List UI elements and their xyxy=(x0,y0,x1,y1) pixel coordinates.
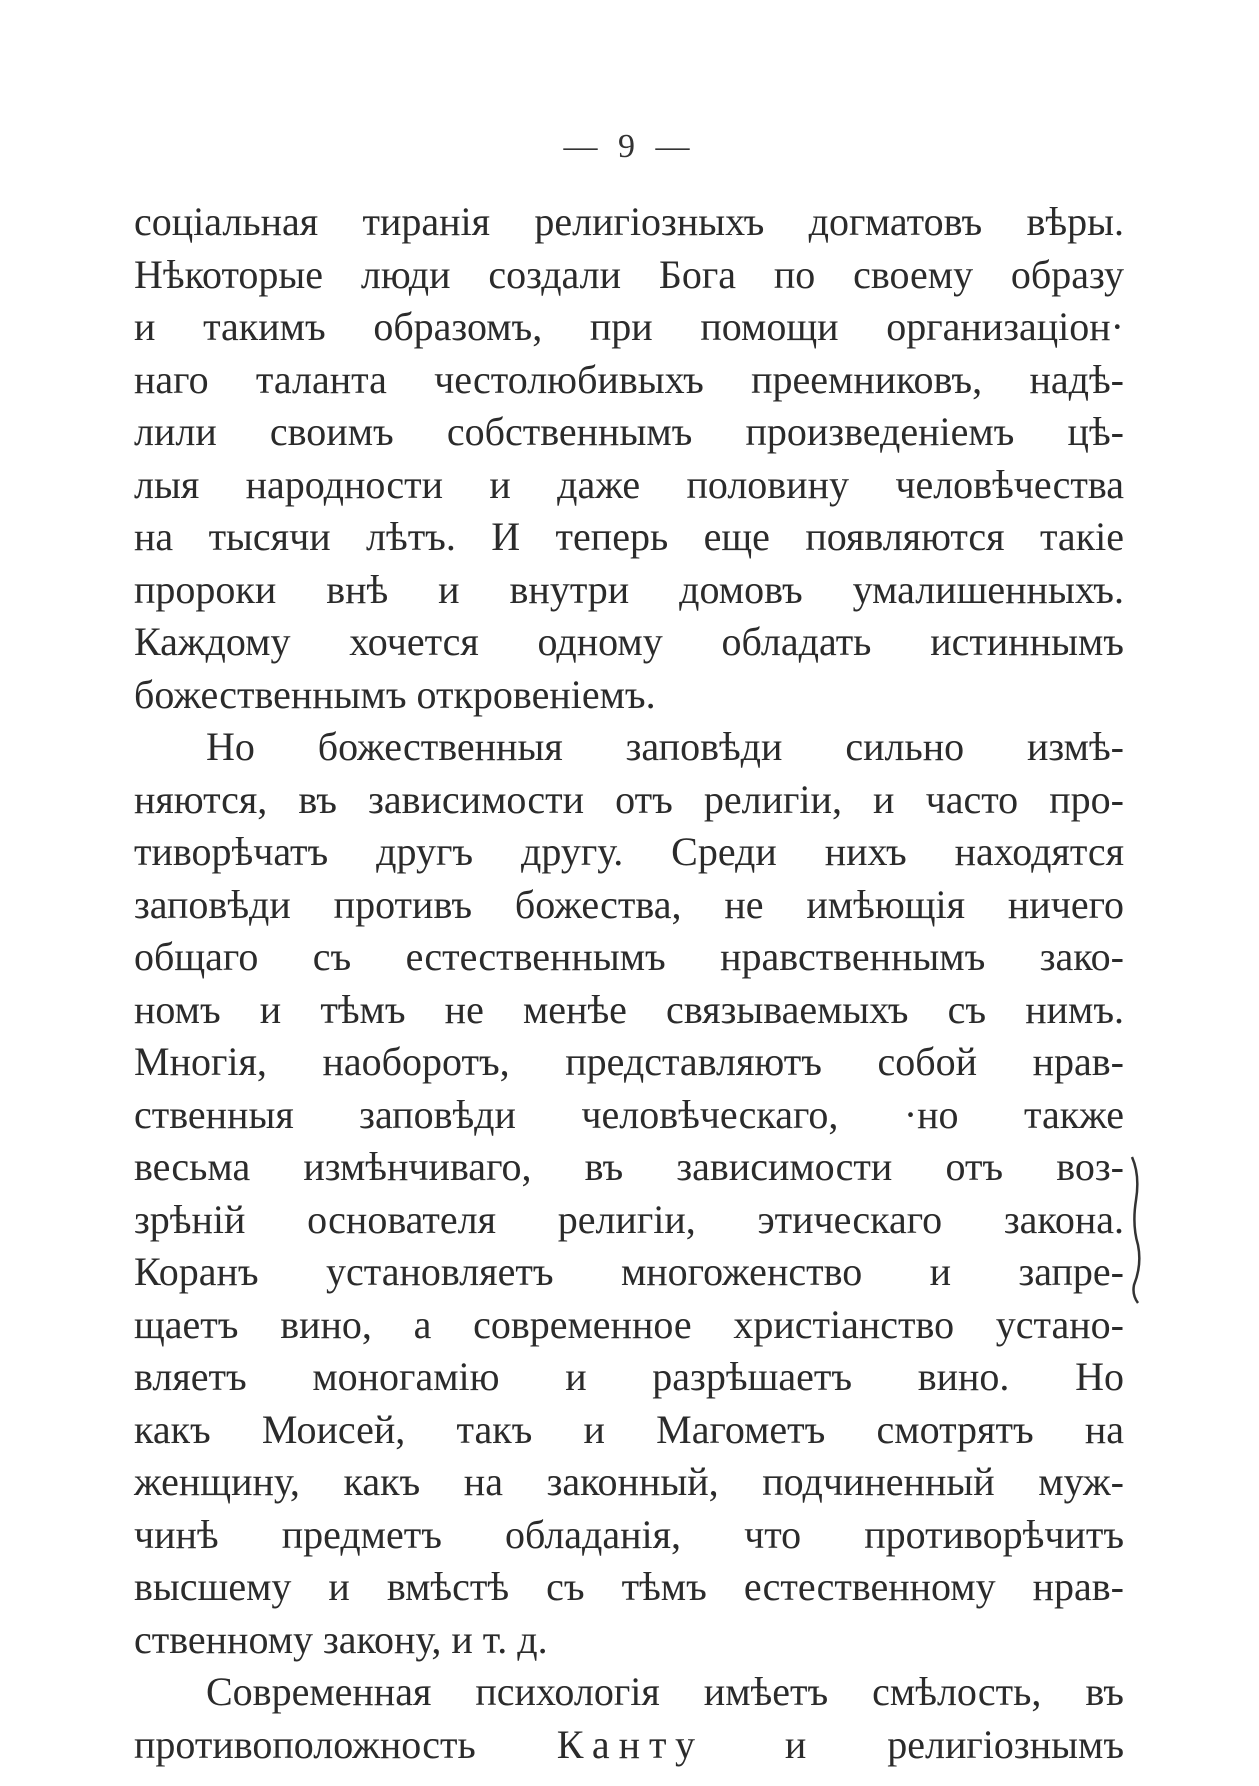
text-line: тиворѣчатъ другъ другу. Среди нихъ находятся xyxy=(134,829,1124,874)
text-line: ственныя заповѣди человѣческаго, ·но также xyxy=(134,1091,1124,1137)
text-line: и такимъ образомъ, при помощи организаціон· xyxy=(134,304,1124,349)
emphasized-name: Канту xyxy=(556,1721,704,1767)
text-line: Каждому хочется одному обладать истиннымъ xyxy=(134,619,1124,664)
margin-bracket-mark xyxy=(1128,1155,1146,1305)
text-line: женщину, какъ на законный, подчиненный муж- xyxy=(134,1459,1124,1504)
text-line: высшему и вмѣстѣ съ тѣмъ естественному нрав- xyxy=(134,1564,1124,1609)
text-line: наго таланта честолюбивыхъ преемниковъ, надѣ- xyxy=(134,356,1124,402)
text-line: весьма измѣнчиваго, въ зависимости отъ воз- xyxy=(134,1144,1124,1189)
text-fragment: противоположность xyxy=(134,1721,476,1767)
text-line: лыя народности и даже половину человѣчества xyxy=(134,461,1124,507)
body-text xyxy=(134,196,1124,1771)
text-line: заповѣди противъ божества, не имѣющія ничего xyxy=(134,881,1124,927)
text-line: вляетъ моногамію и разрѣшаетъ вино. Но xyxy=(134,1354,1124,1399)
text-line: няются, въ зависимости отъ религіи, и часто про- xyxy=(134,776,1124,822)
text-line: на тысячи лѣтъ. И теперь еще появляются такіе xyxy=(134,514,1124,559)
text-line: общаго съ естественнымъ нравственнымъ зако- xyxy=(134,934,1124,979)
text-line: чинѣ предметъ обладанія, что противорѣчитъ xyxy=(134,1511,1124,1557)
text-line: какъ Моисей, такъ и Магометъ смотрятъ на xyxy=(134,1406,1124,1452)
text-fragment: и религіознымъ xyxy=(784,1721,1124,1767)
text-line: Современная психологія имѣетъ смѣлость, въ xyxy=(206,1669,1124,1714)
text-line xyxy=(134,1719,1124,1772)
text-line: Многія, наоборотъ, представляютъ собой нрав- xyxy=(134,1039,1124,1084)
text-line: номъ и тѣмъ не менѣе связываемыхъ съ нимъ. xyxy=(134,986,1124,1032)
text-line: Коранъ установляетъ многоженство и запре- xyxy=(134,1249,1124,1294)
text-line: пророки внѣ и внутри домовъ умалишенныхъ. xyxy=(134,566,1124,612)
text-line: божественнымъ откровеніемъ. xyxy=(134,671,656,717)
text-line: лили своимъ собственнымъ произведеніемъ цѣ- xyxy=(134,409,1124,454)
page-number: — 9 — xyxy=(563,128,696,165)
text-line: соціальная тиранія религіозныхъ догматовъ вѣры. xyxy=(134,199,1124,244)
text-line: Но божественныя заповѣди сильно измѣ- xyxy=(206,724,1124,769)
text-line: Нѣкоторые люди создали Бога по своему образу xyxy=(134,251,1124,297)
text-line: ственному закону, и т. д. xyxy=(134,1616,548,1662)
text-line: зрѣній основателя религіи, этическаго закона. xyxy=(134,1196,1124,1242)
text-line: щаетъ вино, а современное христіанство устано- xyxy=(134,1301,1124,1347)
